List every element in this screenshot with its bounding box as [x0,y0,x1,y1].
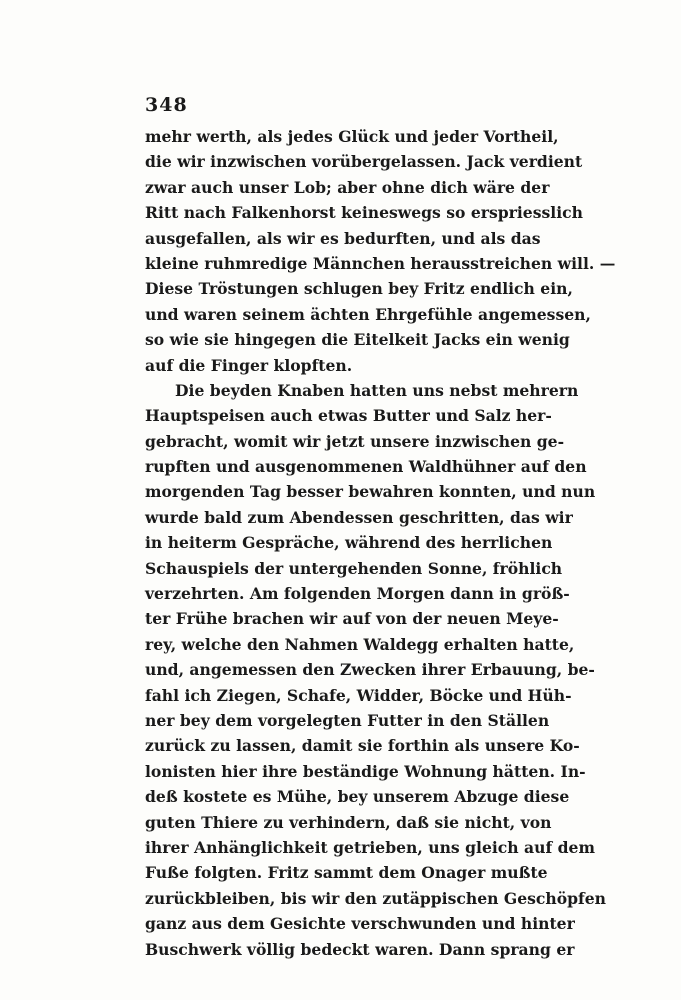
text-line: Hauptspeisen auch etwas Butter und Salz her- [145,406,552,426]
body-text [145,124,616,962]
text-line: ihrer Anhänglichkeit getrieben, uns gleich auf dem [145,837,595,857]
text-line: Ritt nach Falkenhorst keineswegs so erspriesslich [145,203,583,223]
text-line: in heiterm Gespräche, während des herrlichen [145,533,553,553]
page-number: 348 [145,94,188,116]
text-line: deß kostete es Mühe, bey unserem Abzuge diese [145,787,570,807]
text-line: fahl ich Ziegen, Schafe, Widder, Böcke und Hüh- [145,685,572,705]
text-line: ganz aus dem Gesichte verschwunden und hinter [145,914,575,934]
text-line: zurück zu lassen, damit sie forthin als unsere Ko- [145,736,580,756]
paragraph-1 [145,124,616,378]
text-line: mehr werth, als jedes Glück und jeder Vortheil, [145,127,559,146]
text-line: und waren seinem ächten Ehrgefühle angemessen, [145,304,591,324]
text-line: und, angemessen den Zwecken ihrer Erbauung, be- [145,660,595,680]
text-line: Fuße folgten. Fritz sammt dem Onager mußte [145,863,548,883]
text-line: Die beyden Knaben hatten uns nebst mehrern [175,380,579,400]
text-line: gebracht, womit wir jetzt unsere inzwischen ge- [145,431,565,451]
text-line: zwar auch unser Lob; aber ohne dich wäre der [145,177,550,197]
text-line: rey, welche den Nahmen Waldegg erhalten hatte, [145,634,575,654]
text-line: wurde bald zum Abendessen geschritten, das wir [145,507,573,527]
text-line: Schauspiels der untergehenden Sonne, fröhlich [145,558,563,578]
text-line: lonisten hier ihre beständige Wohnung hätten. In- [145,761,586,781]
text-line: die wir inzwischen vorübergelassen. Jack verdient [145,152,583,172]
text-line: verzehrten. Am folgenden Morgen dann in größ- [145,584,570,604]
text-line: so wie sie hingegen die Eitelkeit Jacks ein wenig [145,330,570,350]
text-line: guten Thiere zu verhindern, daß sie nicht, von [145,812,552,832]
text-line: zurückbleiben, bis wir den zutäppischen Geschöpfen [145,888,607,908]
paragraph-2 [145,378,607,962]
text-line: ausgefallen, als wir es bedurften, und als das [145,228,541,248]
text-line: ter Frühe brachen wir auf von der neuen Meye- [145,609,559,629]
text-line: kleine ruhmredige Männchen herausstreichen will. — [145,253,616,273]
text-line: Buschwerk völlig bedeckt waren. Dann sprang er [145,939,575,959]
text-line: morgenden Tag besser bewahren konnten, und nun [145,482,596,502]
text-line: rupften und ausgenommenen Waldhühner auf den [145,457,587,477]
text-line: auf die Finger klopften. [145,355,353,375]
text-line: ner bey dem vorgelegten Futter in den Ställen [145,710,550,730]
text-line: Diese Tröstungen schlugen bey Fritz endlich ein, [145,279,573,299]
